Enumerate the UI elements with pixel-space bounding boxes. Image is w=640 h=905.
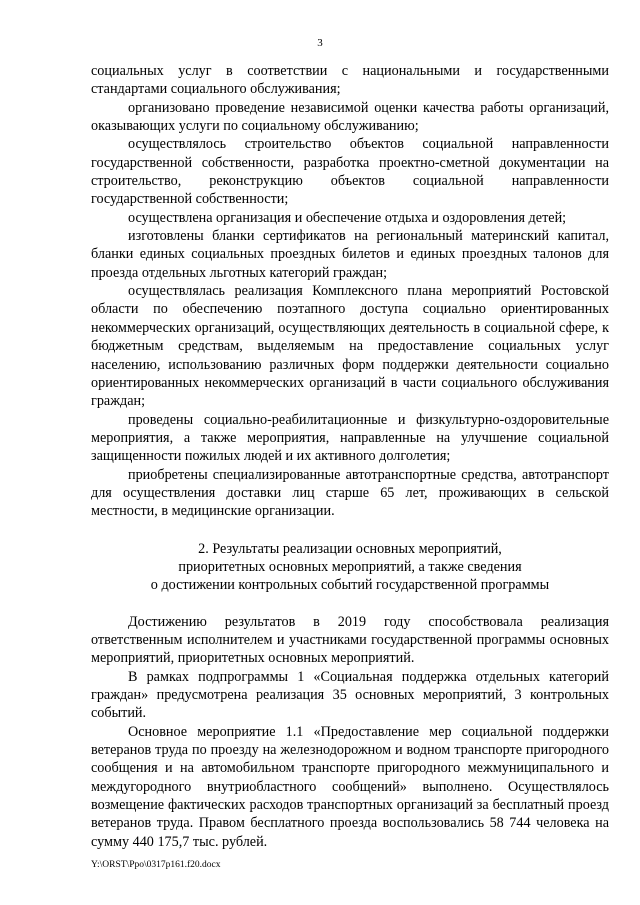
document-body: [91, 62, 609, 851]
paragraph-continuation: социальных услуг в соответствии с национальными и государственными стандартами социального обслуживания;: [91, 63, 609, 98]
paragraph-construction: осуществлялось строительство объектов социальной направленности государственной собственности, разработка проектно-сметной документации на строительство, реконструкцию объектов социальной направленности государственной собственности;: [91, 136, 609, 208]
paragraph-independent-assessment: организовано проведение независимой оценки качества работы организаций, оказывающих услуги по социальному обслуживанию;: [91, 99, 609, 135]
paragraph-results-2019: Достижению результатов в 2019 году способствовала реализация ответственным исполнителем и участниками государственной программы основных мероприятий, приоритетных основных мероприятий.: [91, 613, 609, 667]
section-heading-line: о достижении контрольных событий государственной программы: [150, 577, 550, 594]
paragraph-children-recreation: осуществлена организация и обеспечение отдыха и оздоровления детей;: [128, 209, 567, 226]
section-heading: [91, 540, 609, 595]
section-heading-line: приоритетных основных мероприятий, а также сведения: [178, 558, 522, 575]
paragraph-subprogram-1: В рамках подпрограммы 1 «Социальная поддержка отдельных категорий граждан» предусмотрена реализация 35 основных мероприятий, 3 контрольных событий.: [91, 668, 609, 722]
paragraph-certificate-forms: изготовлены бланки сертификатов на региональный материнский капитал, бланки единых социальных проездных билетов и единых проездных талонов для проезда отдельных льготных категорий граждан;: [91, 228, 609, 281]
paragraph-rehabilitation-events: проведены социально-реабилитационные и физкультурно-оздоровительные мероприятия, а также мероприятия, направленные на улучшение социальной защищенности пожилых людей и их активного долголетия;: [91, 411, 609, 465]
paragraph-measure-1-1: Основное мероприятие 1.1 «Предоставление мер социальной поддержки ветеранов труда по проезду на железнодорожном и водном транспорте пригородного сообщения и на автомобильном транспорте пригородного межмуниципального и междугородного внутриобластного сообщений» выполнено. Осуществлялось возмещение фактических расходов транспортных организаций за бесплатный проезд ветеранов труда. Правом бесплатного проезда воспользовались 58 744 человека на сумму 440 175,7 тыс. рублей.: [91, 723, 609, 850]
paragraph-complex-plan: осуществлялась реализация Комплексного плана мероприятий Ростовской области по обеспечению поэтапного доступа социально ориентированных некоммерческих организаций, осуществляющих деятельность в социальной сфере, к бюджетным средствам, выделяемым на предоставление социальных услуг населению, использованию различных форм поддержки деятельности социально ориентированных некоммерческих организаций в части социального обслуживания граждан;: [91, 283, 609, 410]
page-number: 3: [317, 37, 323, 49]
footer-file-path: Y:\ORST\Ppo\0317p161.f20.docx: [91, 860, 221, 870]
paragraph-vehicles: приобретены специализированные автотранспортные средства, автотранспорт для осуществления доставки лиц старше 65 лет, проживающих в сельской местности, в медицинские организации.: [91, 466, 609, 520]
section-heading-line: 2. Результаты реализации основных мероприятий,: [198, 540, 502, 557]
